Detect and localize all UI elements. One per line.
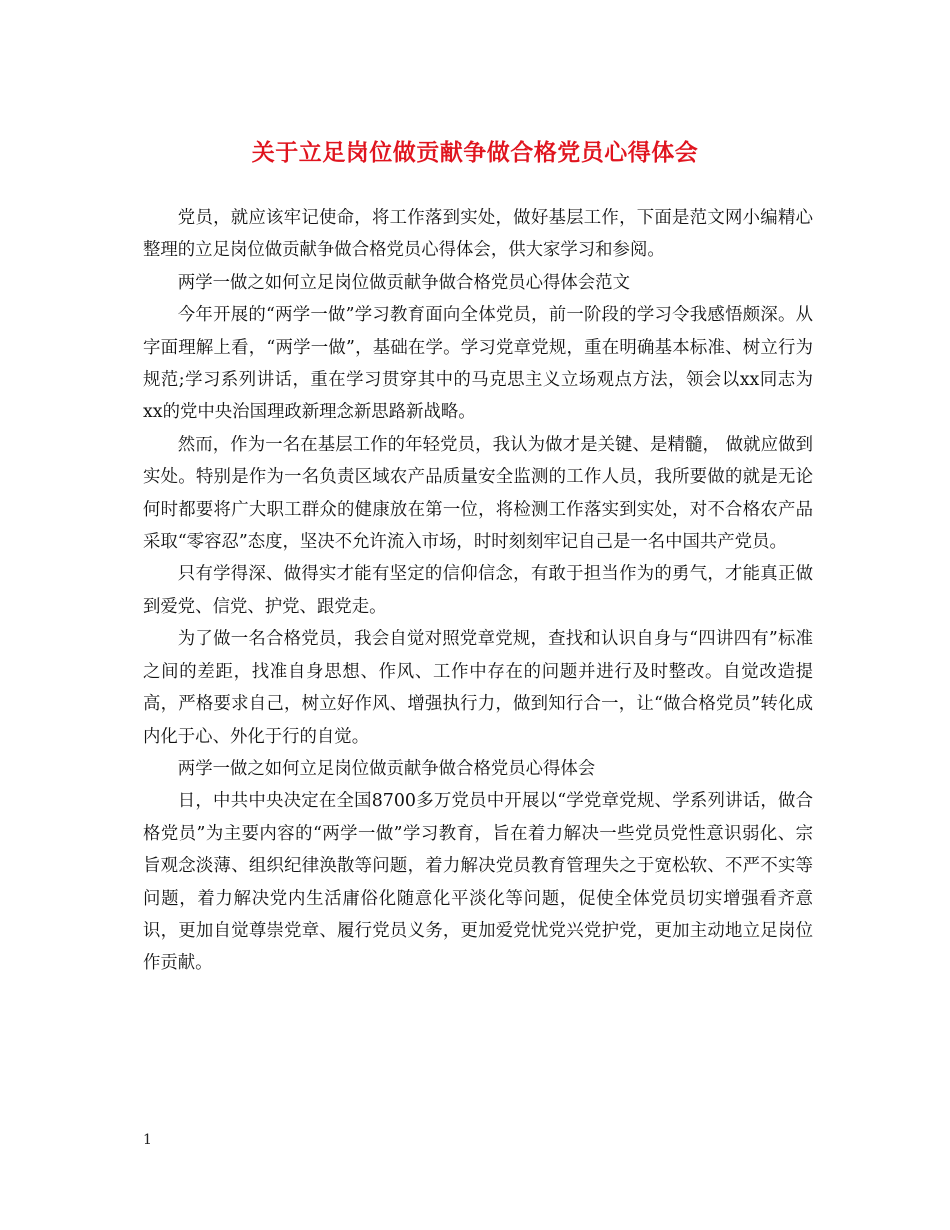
paragraph: 今年开展的“两学一做”学习教育面向全体党员，前一阶段的学习令我感悟颇深。从字面理解上看，“两学一做”，基础在学。学习党章党规，重在明确基本标准、树立行为规范;学习系列讲话，重在学习贯穿其中的马克思主义立场观点方法，领会以xx同志为xx的党中央治国理政新理念新思路新战略。: [143, 305, 813, 423]
document-title: 关于立足岗位做贡献争做合格党员心得体会: [251, 140, 699, 166]
paragraph-heading-2: 两学一做之如何立足岗位做贡献争做合格党员心得体会: [177, 758, 596, 779]
page-number: 1: [143, 1132, 152, 1148]
paragraph-heading-1: 两学一做之如何立足岗位做贡献争做合格党员心得体会范文: [177, 272, 630, 293]
paragraph-intro: 党员，就应该牢记使命，将工作落到实处，做好基层工作，下面是范文网小编精心整理的立足岗位做贡献争做合格党员心得体会，供大家学习和参阅。: [143, 208, 813, 261]
paragraph: 然而，作为一名在基层工作的年轻党员，我认为做才是关键、是精髓， 做就应做到实处。特别是作为一名负责区域农产品质量安全监测的工作人员，我所要做的就是无论何时都要将广大职工群众的健康放在第一位，将检测工作落实到实处，对不合格农产品采取“零容忍”态度，坚决不允许流入市场，时时刻刻牢记自己是一名中国共产党员。: [143, 434, 813, 553]
paragraph: 为了做一名合格党员，我会自觉对照党章党规，查找和认识自身与“四讲四有”标准之间的差距，找准自身思想、作风、工作中存在的问题并进行及时整改。自觉改造提高，严格要求自己，树立好作风、增强执行力，做到知行合一，让“做合格党员”转化成内化于心、外化于行的自觉。: [143, 629, 813, 747]
document-body: [143, 202, 813, 980]
paragraph: 只有学得深、做得实才能有坚定的信仰信念，有敢于担当作为的勇气，才能真正做到爱党、信党、护党、跟党走。: [143, 564, 813, 617]
paragraph: 日，中共中央决定在全国8700多万党员中开展以“学党章党规、学系列讲话，做合格党员”为主要内容的“两学一做”学习教育，旨在着力解决一些党员党性意识弱化、宗旨观念淡薄、组织纪律涣散等问题，着力解决党员教育管理失之于宽松软、不严不实等问题，着力解决党内生活庸俗化随意化平淡化等问题，促使全体党员切实增强看齐意识，更加自觉尊崇党章、履行党员义务，更加爱党忧党兴党护党，更加主动地立足岗位作贡献。: [143, 791, 813, 974]
